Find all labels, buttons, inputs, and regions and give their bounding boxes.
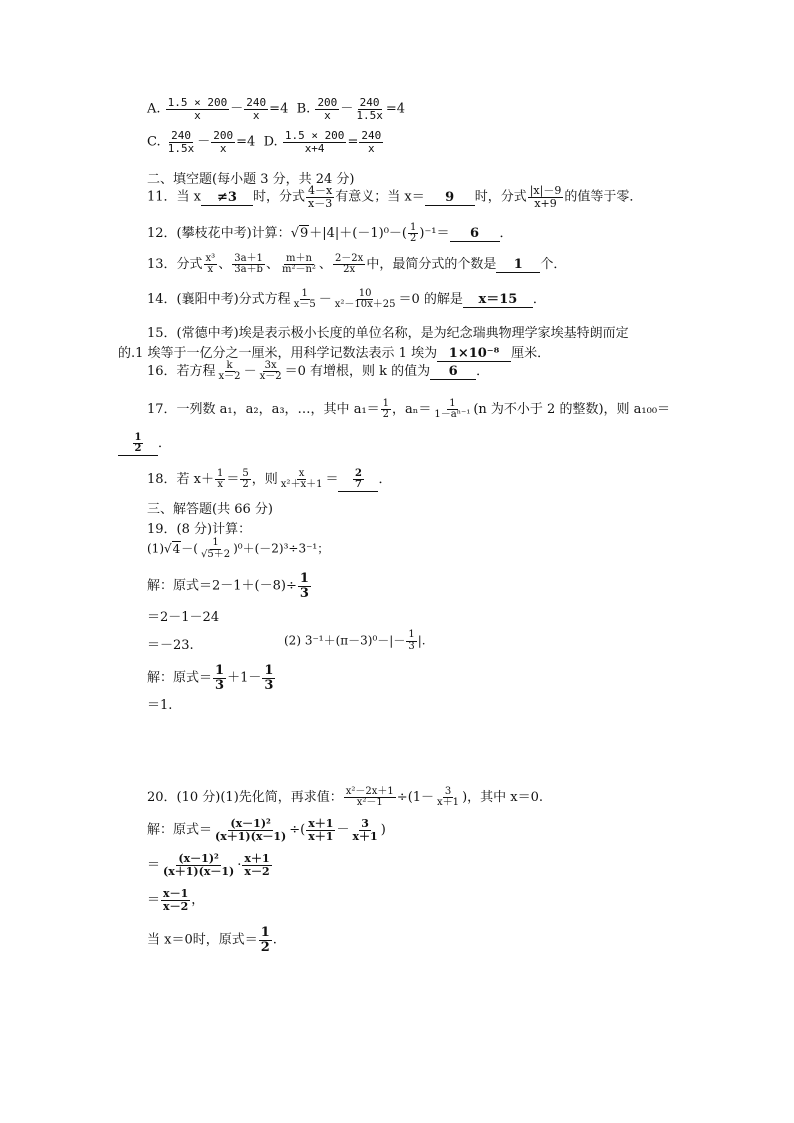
q12-frac: $\frac{1}{2}$: [410, 221, 417, 244]
q20-step1-frac3: $\frac{3}{x+1}$: [352, 817, 378, 843]
q13-frac4: $\frac{2-2x}{2x}$: [334, 252, 364, 275]
q20-step1-frac1: $\frac{\text{(x－1)²}}{(x+1)(x-1)}$: [215, 817, 287, 843]
q11-frac2: $\frac{|x|-9}{x+9}$: [529, 184, 562, 210]
q15-line2: 的.1 埃等于一亿分之一厘米，用科学记数法表示 1 埃为 1×10⁻⁸ 厘米．: [118, 346, 551, 361]
q19-step4: 解：原式＝ $\frac{1}{3}$ ＋1－ $\frac{1}{3}$: [147, 663, 274, 693]
q12-answer: 6: [450, 226, 500, 242]
q14-answer: x＝15: [463, 288, 533, 308]
q11-frac1: $\frac{4-x}{x-3}$: [308, 184, 333, 210]
q17-answer: $\frac{1}{2}$: [118, 433, 158, 456]
q19-part2: (2) 3⁻¹＋(π－3)⁰－|－ $\frac{1}{3}$ |.: [284, 629, 426, 652]
q10-row-cd: C. $\frac{240}{1.5x}$ － $\frac{200}{x}$ =4 D. $\frac{1.5 \times 200}{x+4}$ = $\frac{240}{x}$: [147, 129, 382, 155]
q13-answer: 1: [496, 257, 540, 273]
q11-answer2: 9: [425, 190, 475, 206]
q19-part1: (1)√4－( $\frac{1}{√5+2}$ )⁰＋(－2)³÷3⁻¹；: [147, 537, 330, 560]
q20-step3: ＝ $\frac{x-1}{x-2}$ ，: [147, 887, 205, 913]
q10-d-frac1: $\frac{1.5 \times 200}{x+4}$: [284, 129, 345, 155]
q18-answer: $\frac{2}{7}$: [338, 469, 378, 492]
q19-step3: ＝－23.: [147, 638, 194, 653]
q12: 12．(攀枝花中考)计算：√9＋|4|＋(－1)⁰－( $\frac{1}{2}$ )⁻¹＝ 6 ．: [147, 221, 513, 244]
q13-frac1: $\frac{\text{x³}}{x}$: [205, 252, 216, 275]
section3-title: 三、解答题(共 66 分): [147, 502, 273, 517]
q18-frac3: $\frac{x}{\text{x²＋x＋1}}$: [280, 467, 323, 490]
q20-step3-frac: $\frac{x-1}{x-2}$: [163, 887, 189, 913]
q10-b-label: B.: [296, 101, 311, 117]
q14: 14．(襄阳中考)分式方程 $\frac{1}{x-5}$ － $\frac{10}{\text{x²－10x＋25}}$ ＝0 的解是 x＝15 ．: [147, 287, 546, 310]
q20-step2-frac2: $\frac{x+1}{x-2}$: [244, 852, 270, 878]
q10-c-frac1: $\frac{240}{1.5x}$: [167, 129, 195, 155]
q13-frac3: $\frac{m+n}{\text{m²－n²}}$: [281, 252, 316, 275]
q10-b-frac1: $\frac{200}{x}$: [317, 96, 338, 122]
q20-frac2: $\frac{3}{x+1}$: [437, 785, 460, 808]
q20-step4: 当 x＝0时，原式＝ $\frac{1}{2}$ .: [147, 925, 277, 955]
q10-a-frac2: $\frac{240}{x}$: [246, 96, 267, 122]
q20-step2: ＝ $\frac{\text{(x－1)²}}{(x+1)(x-1)}$ · $\frac{x+1}{x-2}$: [147, 852, 270, 878]
q19-step1: 解：原式＝2－1＋(－8)÷ $\frac{1}{3}$: [147, 571, 309, 601]
q18-frac2: $\frac{5}{2}$: [242, 467, 249, 490]
q11-answer1: ≠3: [201, 190, 253, 206]
q19-part2-frac: $\frac{1}{3}$: [408, 629, 415, 652]
q19-step4-frac2: $\frac{1}{3}$: [264, 663, 274, 693]
q14-frac1: $\frac{1}{x-5}$: [293, 287, 316, 310]
q15-answer: 1×10⁻⁸: [437, 346, 511, 362]
q15-line1: 15．(常德中考)埃是表示极小长度的单位名称，是为纪念瑞典物理学家埃基特朗而定: [147, 326, 629, 341]
q16-frac2: $\frac{3x}{x-2}$: [259, 359, 282, 382]
q10-b-frac2: $\frac{240}{1.5x}$: [356, 96, 383, 122]
q10-a-frac1: $\frac{1.5 \times 200}{x}$: [167, 96, 228, 122]
q20-step1-frac2: $\frac{x+1}{x+1}$: [308, 817, 334, 843]
q10-d-frac2: $\frac{240}{x}$: [361, 129, 382, 155]
q20-frac1: $\frac{\text{x²－2x＋1}}{\text{x²－1}}$: [345, 785, 394, 808]
q20-step1: 解：原式＝ $\frac{\text{(x－1)²}}{(x+1)(x-1)}$ ÷( $\frac{x+1}{x+1}$ － $\frac{3}{x+1}$ ): [147, 817, 386, 843]
q18-frac1: $\frac{1}{x}$: [217, 467, 224, 490]
q16-frac1: $\frac{k}{x-2}$: [218, 359, 241, 382]
q20-step2-frac1: $\frac{\text{(x－1)²}}{(x+1)(x-1)}$: [163, 852, 235, 878]
q20-prompt: 20．(10 分)(1)先化简，再求值： $\frac{\text{x²－2x＋1}}{\text{x²－1}}$ ÷(1－ $\frac{3}{x+1}$ )，其中 x＝0.: [147, 785, 544, 808]
q16: 16．若方程 $\frac{k}{x-2}$ － $\frac{3x}{x-2}$ ＝0 有增根，则 k 的值为 6 ．: [147, 359, 490, 382]
q19-step4-frac1: $\frac{1}{3}$: [215, 663, 225, 693]
q10-c-frac2: $\frac{200}{x}$: [213, 129, 234, 155]
q19-step5: ＝1.: [147, 698, 173, 713]
q17-answer-line: $\frac{1}{2}$ ．: [118, 432, 171, 456]
q10-row-ab: A. $\frac{1.5 \times 200}{x}$ － $\frac{240}{x}$ =4 B. $\frac{200}{x}$ － $\frac{240}{1.5x}$ =4: [147, 96, 405, 122]
section2-title: 二、填空题(每小题 3 分，共 24 分): [147, 172, 355, 187]
q17: 17．一列数 a₁，a₂，a₃，…，其中 a₁＝ $\frac{1}{2}$ ，aₙ＝ $\frac{1}{\text{1－aⁿ⁻¹}}$ (n 为不小于 2 的整数)，则 a₁₀₀＝: [147, 397, 671, 420]
q13-frac2: $\frac{3a+1}{3a+b}$: [234, 252, 263, 275]
q17-frac1: $\frac{1}{2}$: [382, 397, 390, 420]
q10-c-label: C.: [147, 134, 161, 150]
q19-part1-frac: $\frac{1}{√5+2}$: [200, 537, 231, 560]
q17-frac2: $\frac{1}{\text{1－aⁿ⁻¹}}$: [434, 397, 471, 420]
q10-a-label: A.: [147, 101, 161, 117]
q16-answer: 6: [430, 364, 476, 380]
q18: 18．若 x＋ $\frac{1}{x}$ ＝ $\frac{5}{2}$ ，则 $\frac{x}{\text{x²＋x＋1}}$ ＝ $\frac{2}{7}$ ．: [147, 467, 392, 490]
q10-d-label: D.: [263, 134, 278, 150]
q19-title: 19．(8 分)计算：: [147, 522, 252, 537]
q20-step4-frac: $\frac{1}{2}$: [260, 925, 270, 955]
q13: 13．分式 $\frac{\text{x³}}{x}$ 、 $\frac{3a+1}{3a+b}$ 、 $\frac{m+n}{\text{m²－n²}}$ 、 $\frac{2-2x}{2x}$ 中，最简分式的个数是 1 个．: [147, 252, 567, 275]
q14-frac2: $\frac{10}{\text{x²－10x＋25}}$: [334, 287, 396, 310]
q11: 11．当 x ≠3 时，分式 $\frac{4-x}{x-3}$ 有意义；当 x＝ 9 时，分式 $\frac{|x|-9}{x+9}$ 的值等于零．: [147, 184, 643, 210]
q19-step2: ＝2－1－24: [147, 610, 220, 625]
q19-step1-frac: $\frac{1}{3}$: [299, 571, 309, 601]
